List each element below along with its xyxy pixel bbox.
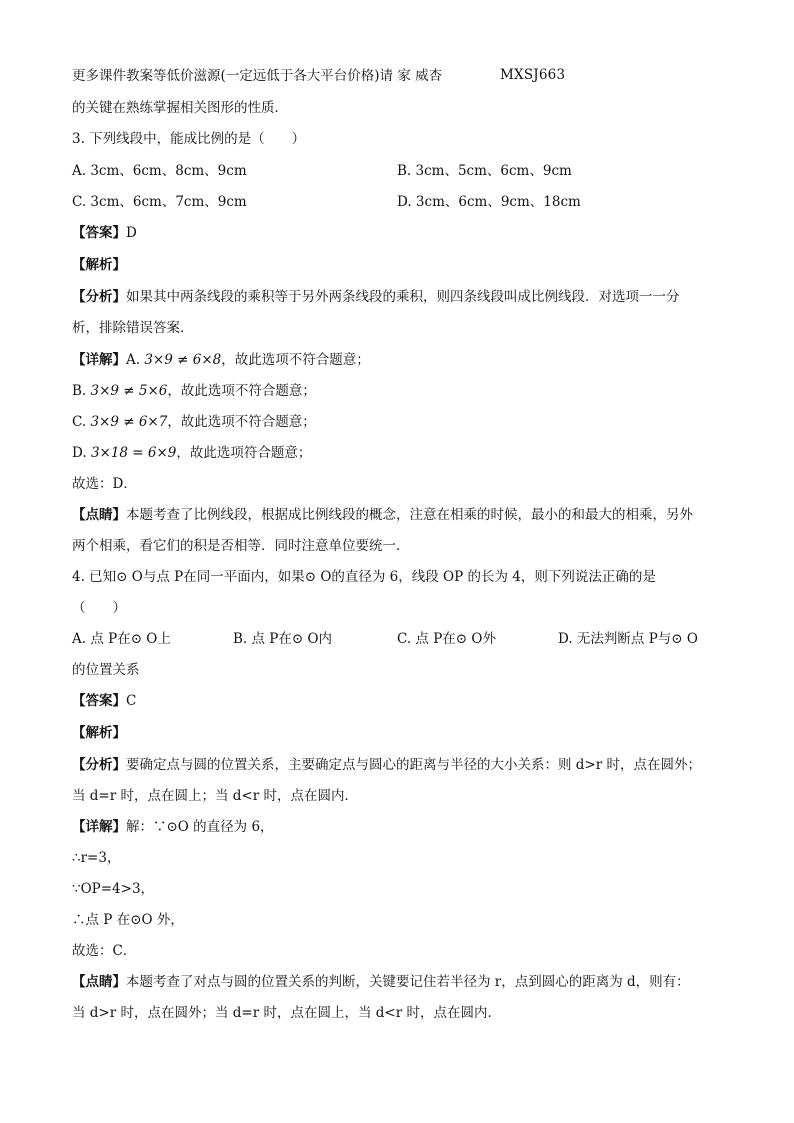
q3-dianjing-tag: 【点睛】: [72, 507, 126, 523]
promo-text: 更多课件教案等低价滋源(一定远低于各大平台价格)请 家 威杏: [72, 68, 443, 84]
q3-detail-a-math: 3×9 ≠ 6×8: [144, 352, 222, 368]
q4-answer: C: [126, 693, 137, 709]
q4-xiangjie-tag: 【详解】: [72, 819, 126, 835]
q4-dianjing-text1: 本题考查了对点与圆的位置关系的判断，关键要记住若半径为 r，点到圆心的距离为 d，则有：: [126, 974, 690, 990]
q3-dianjing-text1: 本题考查了比例线段，根据成比例线段的概念，注意在相乘的时候，最小的和最大的相乘，另外: [126, 507, 693, 523]
q4-detail-text1: 解：∵⊙O 的直径为 6，: [126, 819, 274, 835]
q3-choose: 故选：D．: [72, 476, 137, 492]
q3-option-c: C. 3cm、6cm、7cm、9cm: [72, 194, 247, 210]
q4-jiexi-tag: 【解析】: [72, 725, 126, 741]
q3-detail-b-label: B.: [72, 383, 91, 399]
q3-detail-c-math: 3×9 ≠ 6×7: [90, 414, 168, 430]
q3-option-d: D. 3cm、6cm、9cm、18cm: [397, 194, 581, 210]
q4-detail-line1: [72, 818, 274, 836]
q4-fenxi-line2: 当 d=r 时，点在圆上；当 d<r 时，点在圆内．: [72, 788, 358, 804]
q3-dianjing-line1: [72, 506, 693, 524]
q4-option-b: B. 点 P在⊙ O内: [233, 631, 333, 647]
q4-detail-line4: ∴点 P 在⊙O 外，: [72, 912, 184, 928]
q3-xiangjie-tag: 【详解】: [72, 352, 126, 368]
q3-fenxi-line2: 析，排除错误答案．: [72, 320, 194, 336]
q4-option-a: A. 点 P在⊙ O上: [72, 631, 171, 647]
q3-fenxi-tag: 【分析】: [72, 289, 126, 305]
q3-option-b: B. 3cm、5cm、6cm、9cm: [397, 163, 572, 179]
q3-answer-line: [72, 224, 137, 242]
q3-detail-d-text: ，故此选项符合题意；: [176, 445, 312, 461]
q4-answer-tag: 【答案】: [72, 693, 126, 709]
q3-detail-c: [72, 413, 316, 431]
q3-fenxi-line1: [72, 288, 680, 306]
q3-detail-d: [72, 444, 311, 462]
q3-detail-a-text: ，故此选项不符合题意；: [221, 352, 370, 368]
q3-detail-c-label: C.: [72, 414, 91, 430]
q4-fenxi-tag: 【分析】: [72, 757, 126, 773]
q3-detail-d-math: 3×18 = 6×9: [90, 445, 177, 461]
q4-choose: 故选：C．: [72, 943, 137, 959]
q3-detail-b-math: 3×9 ≠ 5×6: [90, 383, 168, 399]
q3-detail-c-text: ，故此选项不符合题意；: [167, 414, 316, 430]
q4-dianjing-line2: 当 d>r 时，点在圆外；当 d=r 时，点在圆上，当 d<r 时，点在圆内．: [72, 1005, 501, 1021]
q3-detail-a: [72, 351, 370, 369]
q4-stem-line1: 4. 已知⊙ O与点 P在同一平面内，如果⊙ O的直径为 6，线段 OP 的长为 4，则下列说法正确的是: [72, 569, 656, 585]
q4-fenxi-text1: 要确定点与圆的位置关系，主要确定点与圆心的距离与半径的大小关系：则 d>r 时，点在圆外；: [126, 757, 701, 773]
q3-jiexi-tag: 【解析】: [72, 257, 126, 273]
previous-answer-tail: 的关键在熟练掌握相关图形的性质．: [72, 100, 288, 116]
q4-option-d: D. 无法判断点 P与⊙ O: [558, 631, 698, 647]
q3-answer: D: [126, 225, 137, 241]
q3-stem: 3. 下列线段中，能成比例的是（ ）: [72, 131, 306, 147]
q3-detail-b: [72, 382, 316, 400]
q3-answer-tag: 【答案】: [72, 225, 126, 241]
q4-detail-line2: ∴r=3，: [72, 850, 121, 866]
q4-option-d-tail: 的位置关系: [72, 662, 140, 678]
q4-dianjing-line1: [72, 973, 690, 991]
q4-fenxi-line1: [72, 756, 701, 774]
q4-stem-line2: （ ）: [72, 600, 126, 616]
q3-option-a: A. 3cm、6cm、8cm、9cm: [72, 163, 247, 179]
promo-code: MXSJ663: [500, 67, 566, 83]
q3-dianjing-line2: 两个相乘，看它们的积是否相等．同时注意单位要统一．: [72, 538, 410, 554]
q3-fenxi-text1: 如果其中两条线段的乘积等于另外两条线段的乘积，则四条线段叫成比例线段．对选项一一分: [126, 289, 680, 305]
q3-detail-a-label: A.: [126, 352, 145, 368]
q3-detail-d-label: D.: [72, 445, 91, 461]
q4-dianjing-tag: 【点睛】: [72, 974, 126, 990]
q4-detail-line3: ∵OP=4>3，: [72, 881, 155, 897]
q4-answer-line: [72, 692, 136, 710]
q3-detail-b-text: ，故此选项不符合题意；: [167, 383, 316, 399]
q4-option-c: C. 点 P在⊙ O外: [397, 631, 496, 647]
